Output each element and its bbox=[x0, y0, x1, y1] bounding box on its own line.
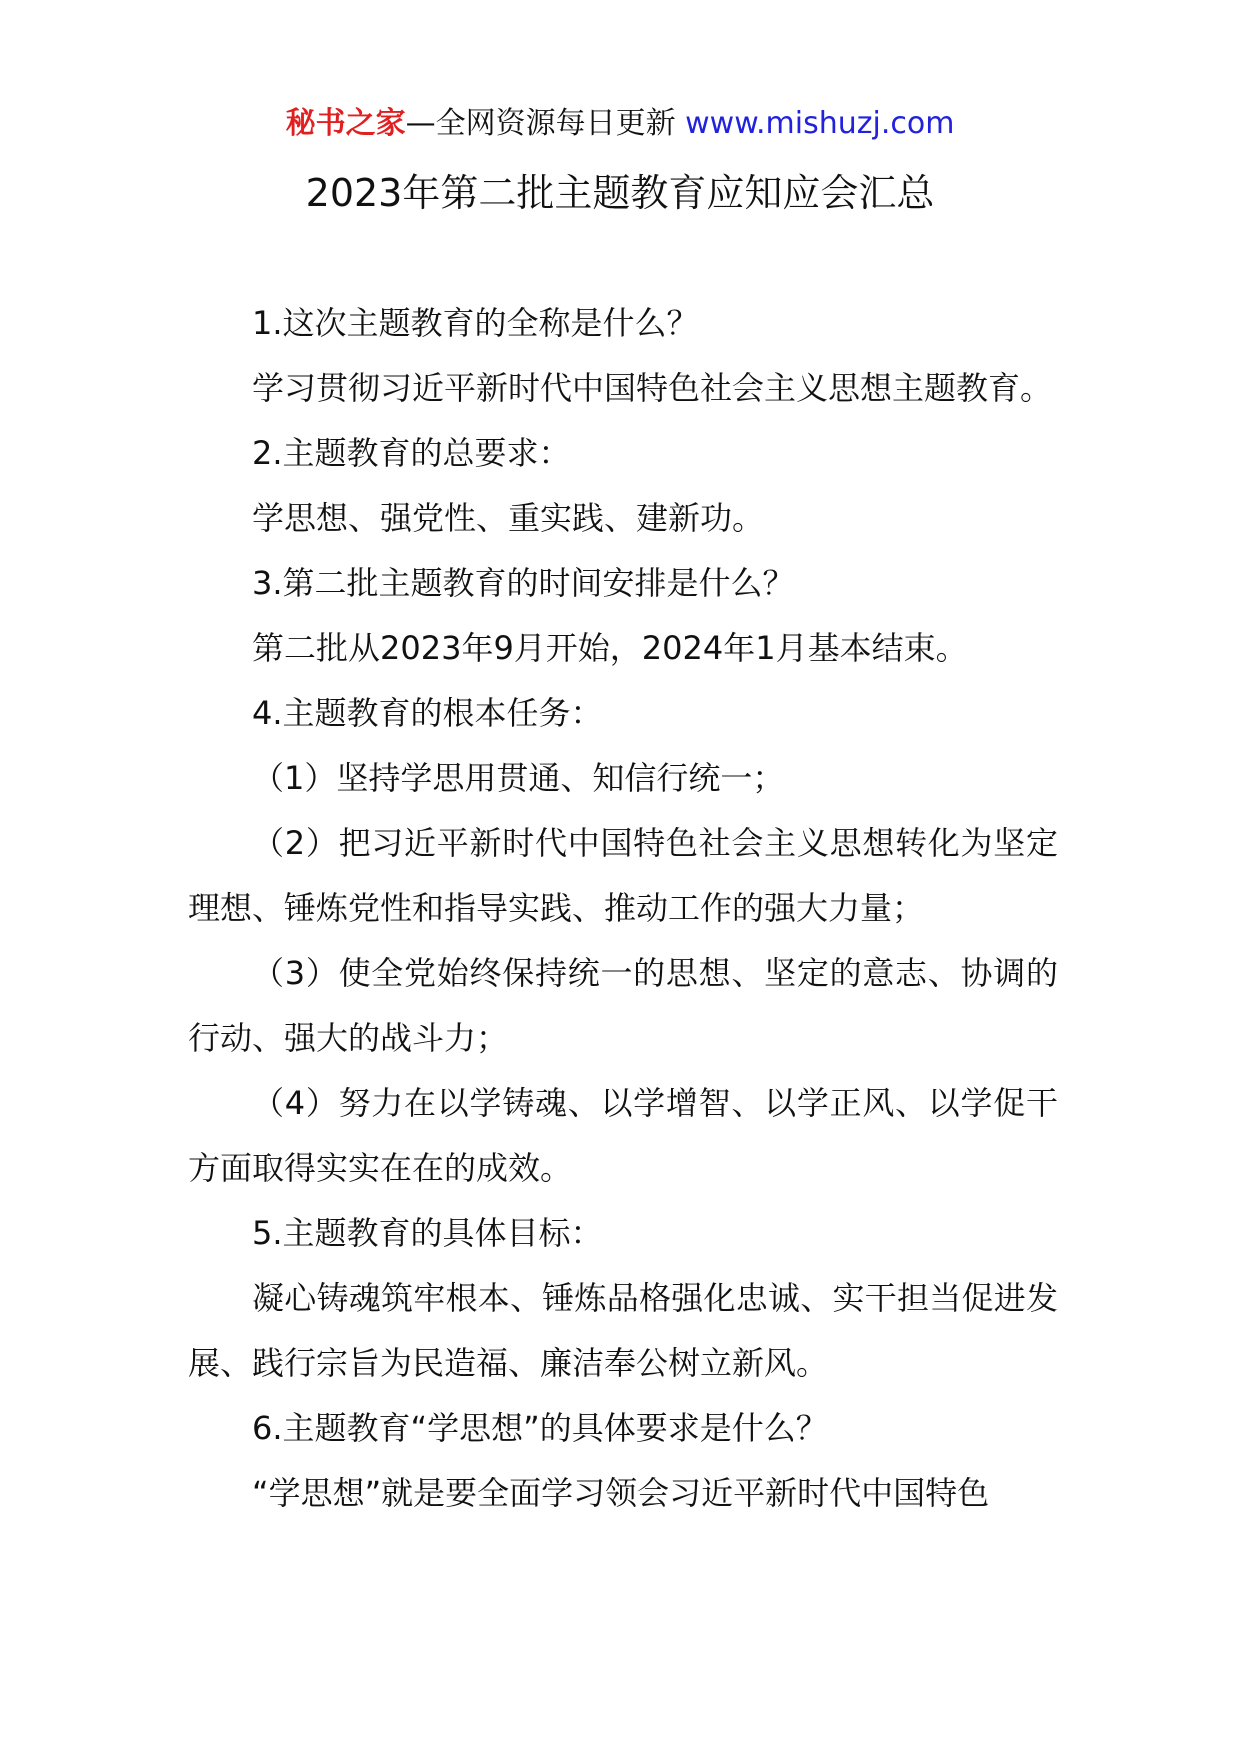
answer-1: 学习贯彻习近平新时代中国特色社会主义思想主题教育。 bbox=[252, 369, 1053, 407]
answer-2: 学思想、强党性、重实践、建新功。 bbox=[252, 499, 765, 537]
question-1: 1.这次主题教育的全称是什么？ bbox=[252, 304, 699, 342]
task-item-3: （3）使全党始终保持统一的思想、坚定的意志、协调的行动、强大的战斗力； bbox=[188, 954, 1058, 1057]
question-2: 2.主题教育的总要求： bbox=[252, 434, 571, 472]
answer-5: 凝心铸魂筑牢根本、锤炼品格强化忠诚、实干担当促进发展、践行宗旨为民造福、廉洁奉公树立新风。 bbox=[188, 1279, 1058, 1382]
answer-6: “学思想”就是要全面学习领会习近平新时代中国特色 bbox=[252, 1474, 990, 1512]
question-6: 6.主题教育“学思想”的具体要求是什么？ bbox=[252, 1409, 828, 1447]
document-title: 2023年第二批主题教育应知应会汇总 bbox=[305, 171, 935, 215]
header-slogan: —全网资源每日更新 bbox=[405, 106, 686, 141]
task-item-1: （1）坚持学思用贯通、知信行统一； bbox=[252, 759, 785, 797]
question-4: 4.主题教育的根本任务： bbox=[252, 694, 603, 732]
question-5: 5.主题教育的具体目标： bbox=[252, 1214, 603, 1252]
answer-3: 第二批从2023年9月开始，2024年1月基本结束。 bbox=[252, 629, 968, 667]
brand-name: 秘书之家 bbox=[285, 106, 406, 141]
document-body bbox=[188, 291, 1058, 1526]
task-item-2: （2）把习近平新时代中国特色社会主义思想转化为坚定理想、锤炼党性和指导实践、推动工作的强大力量； bbox=[188, 824, 1058, 927]
question-3: 3.第二批主题教育的时间安排是什么？ bbox=[252, 564, 795, 602]
site-url-link[interactable]: www.mishuzj.com bbox=[685, 106, 955, 141]
task-item-4: （4）努力在以学铸魂、以学增智、以学正风、以学促干方面取得实实在在的成效。 bbox=[188, 1084, 1058, 1187]
site-header bbox=[0, 104, 1240, 144]
